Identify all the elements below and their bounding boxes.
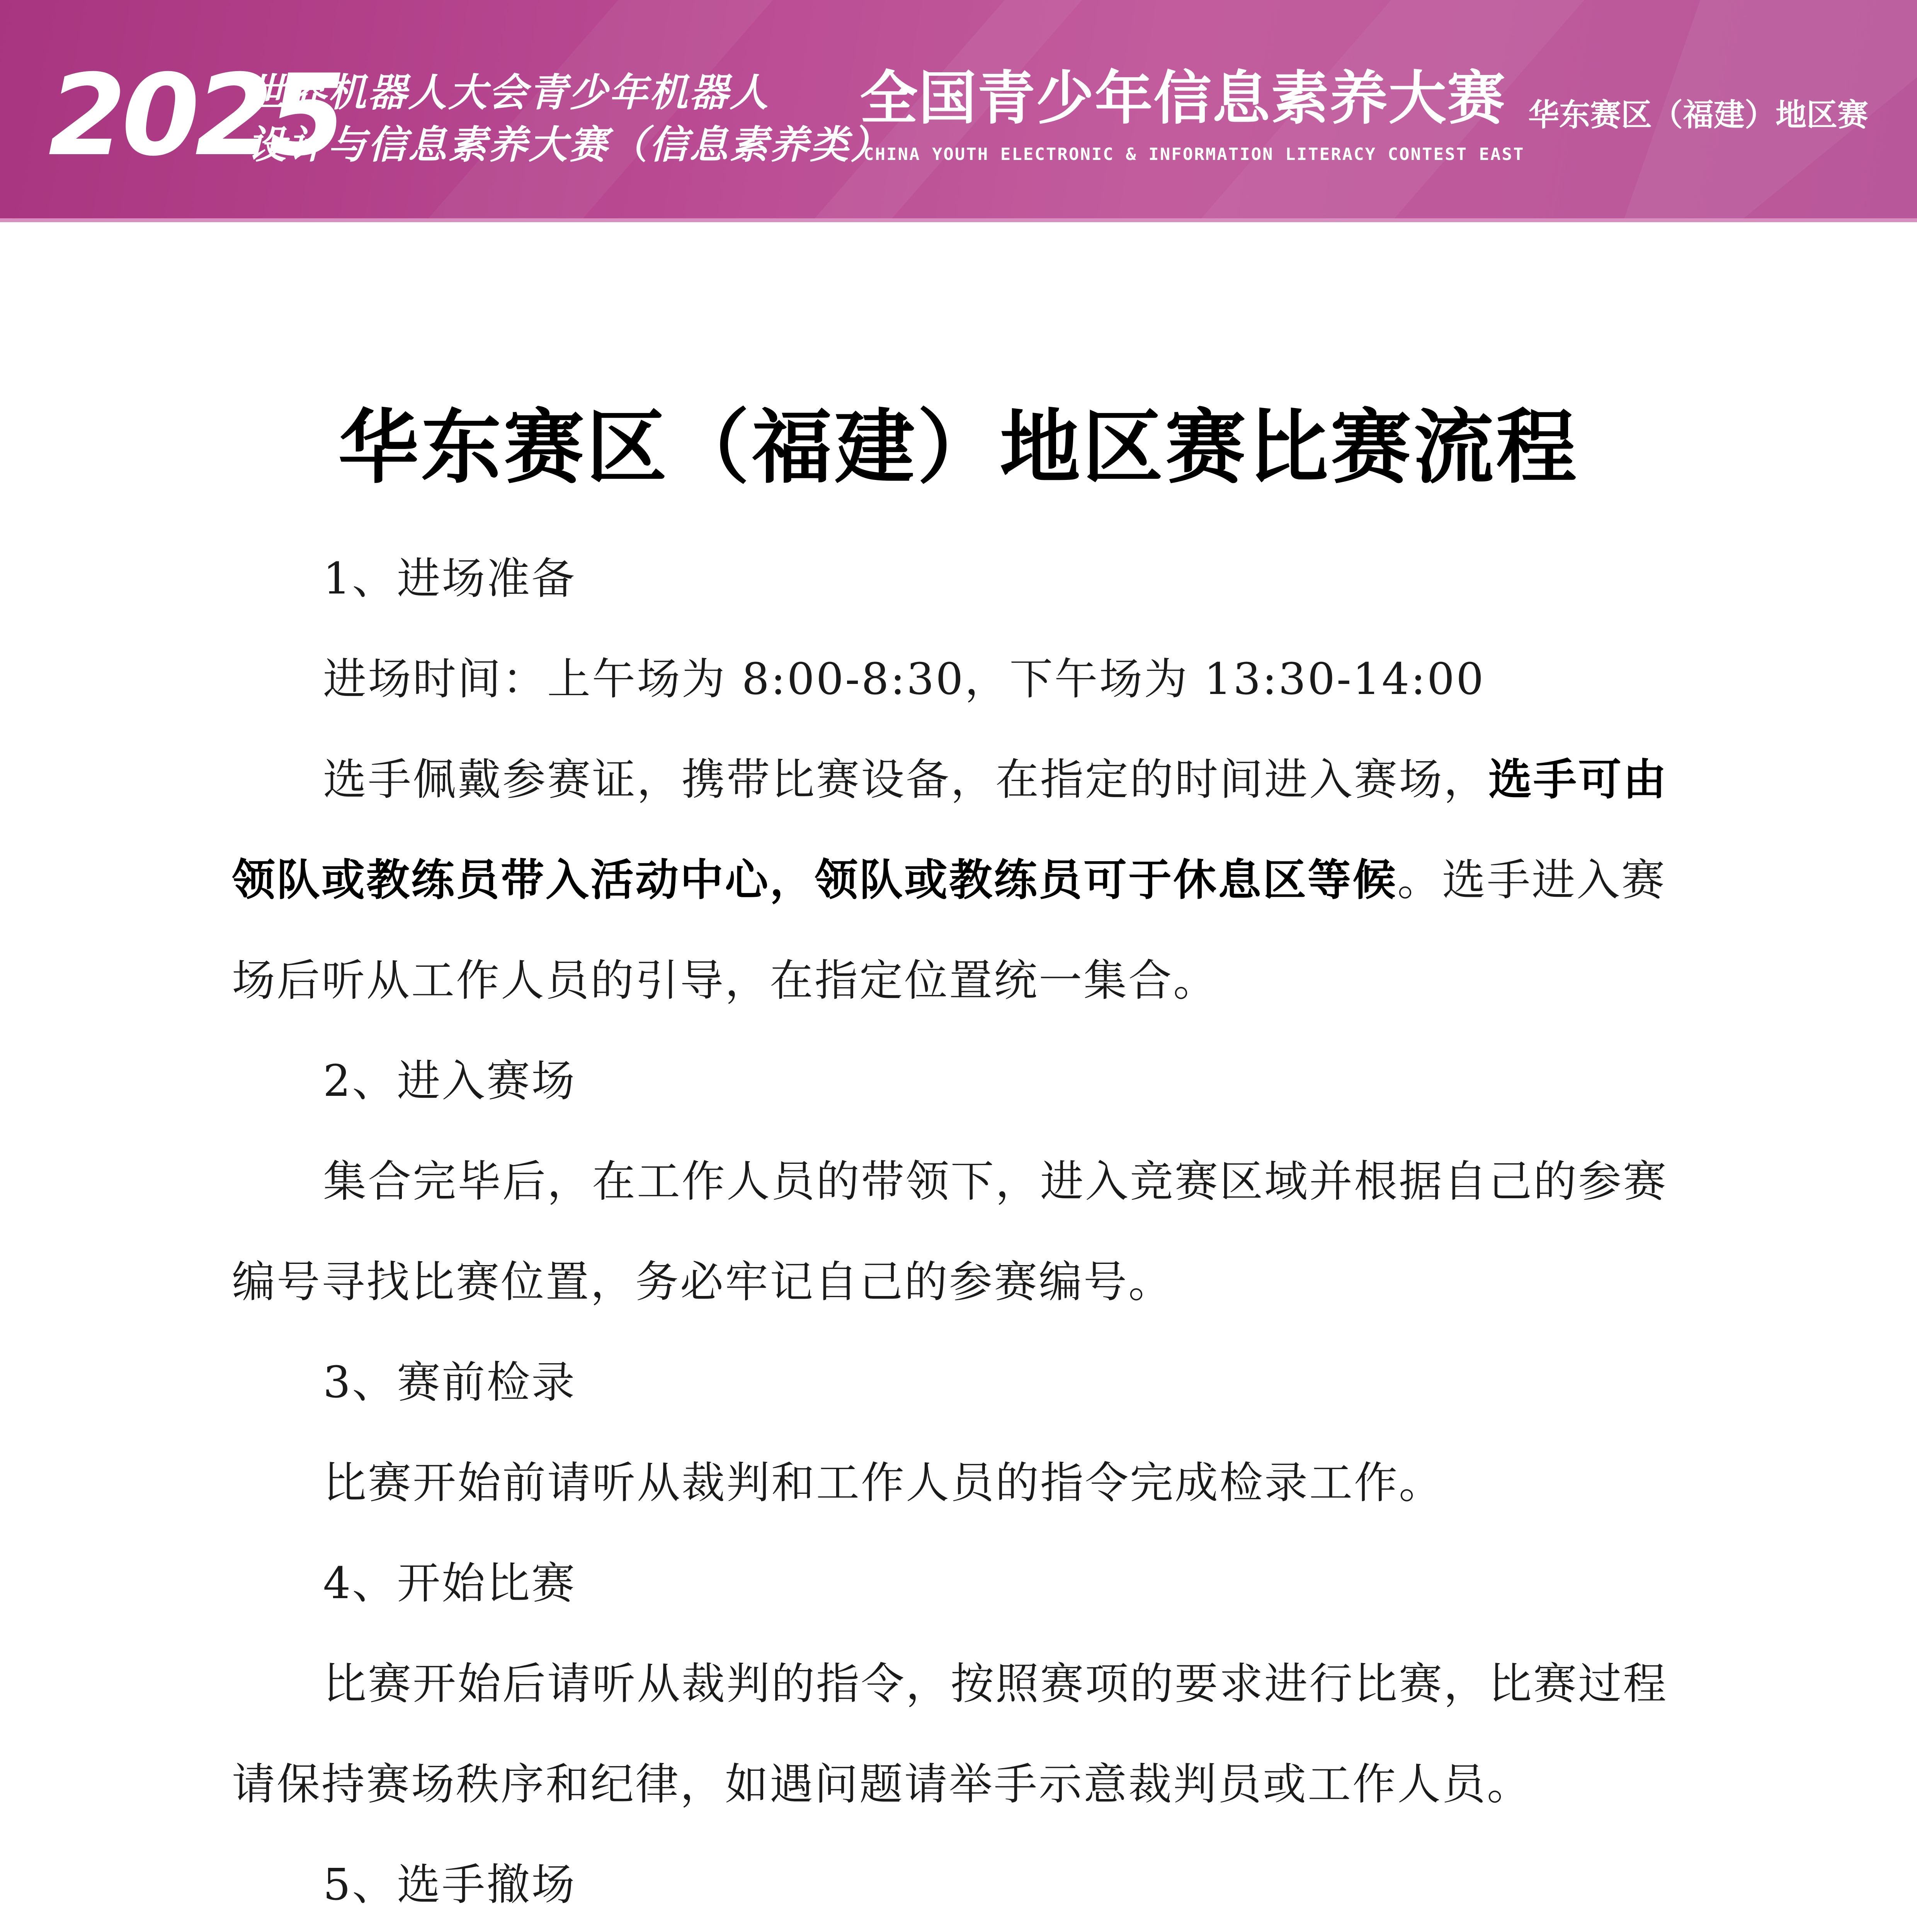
- section-3-body: 比赛开始前请听从裁判和工作人员的指令完成检录工作。: [323, 1458, 1444, 1508]
- section-4-body: 比赛开始后请听从裁判的指令，按照赛项的要求进行比赛，比赛过程请保持赛场秩序和纪律，如遇问题请举手示意裁判员或工作人员。: [232, 1659, 1668, 1810]
- banner-region-label: 华东赛区（福建）地区赛: [1528, 97, 1868, 133]
- section-1-heading: 1、进场准备: [323, 554, 577, 604]
- banner-year-logo: 2025: [48, 51, 342, 181]
- section-1-entry-time: 进场时间：上午场为 8:00-8:30，下午场为 13:30-14:00: [323, 654, 1485, 704]
- banner-subtitle-line2: 设计与信息素养大赛（信息素养类）: [247, 122, 890, 167]
- section-1-body: [232, 730, 1669, 1031]
- section-3-heading: 3、赛前检录: [323, 1357, 577, 1408]
- section-4-heading: 4、开始比赛: [323, 1558, 577, 1609]
- banner-main-title: 全国青少年信息素养大赛: [860, 65, 1506, 132]
- banner-subtitle-line1: 世界机器人大会青少年机器人: [247, 70, 770, 115]
- section-1-body-suffix: 。选手进入赛场后听从工作人员的引导，在指定位置统一集合。: [232, 855, 1666, 1006]
- page-title: 华东赛区（福建）地区赛比赛流程: [338, 401, 1579, 495]
- banner-english-title: CHINA YOUTH ELECTRONIC & INFORMATION LITERACY CONTEST EAST: [864, 145, 1525, 164]
- section-5-heading: 5、选手撤场: [323, 1860, 577, 1910]
- document-body: [232, 529, 1669, 1932]
- section-2-heading: 2、进入赛场: [323, 1056, 577, 1106]
- section-2-body: 集合完毕后，在工作人员的带领下，进入竞赛区域并根据自己的参赛编号寻找比赛位置，务必牢记自己的参赛编号。: [232, 1156, 1668, 1307]
- header-banner: [0, 0, 1917, 222]
- section-1-body-prefix: 选手佩戴参赛证，携带比赛设备，在指定的时间进入赛场，: [323, 755, 1488, 805]
- section-1-body-bold: 选手可由领队或教练员带入活动中心，领队或教练员可于休息区等候: [232, 755, 1668, 905]
